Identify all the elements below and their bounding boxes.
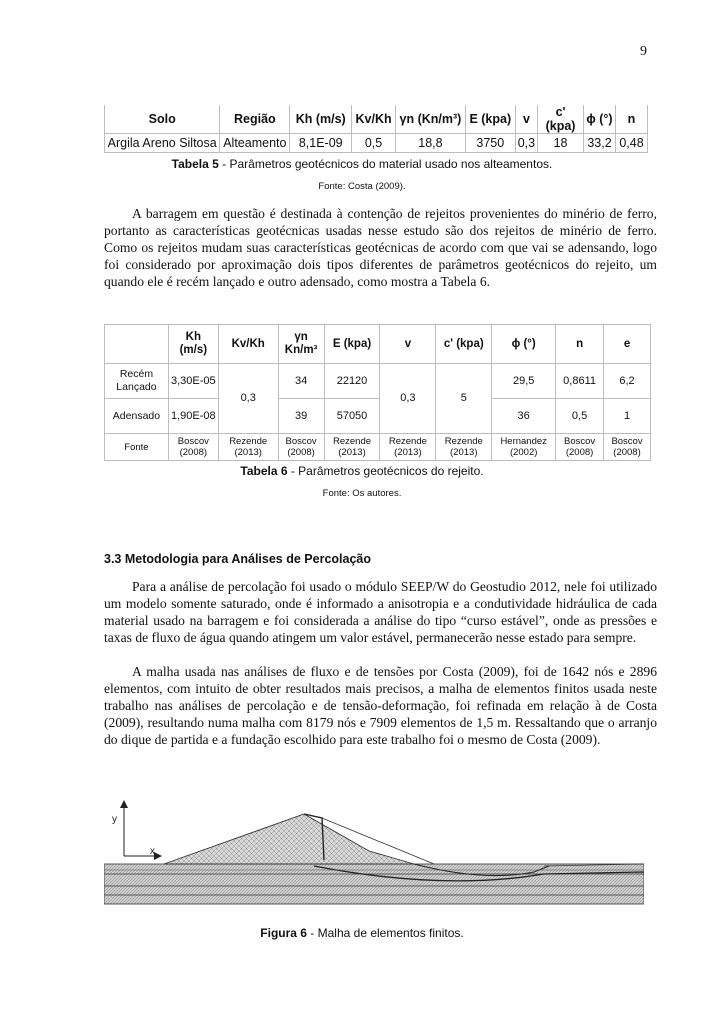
paragraph-1: A barragem em questão é destinada à contenção de rejeitos provenientes do minério de ferro, portanto as características geotécnicas usadas nesse estudo são dos rejeitos de minério de ferro. Como os rejeitos mudam suas características geotécnicas de acordo com que vai se adensando, logo foi considerado por aproximação dois tipos diferentes de parâmetros geotécnicos do rejeito, um quando ele é recém lançado e outro adensado, como mostra a Tabela 6. <box>104 206 657 289</box>
table-6-header-row <box>105 325 651 364</box>
table-cell: 18 <box>538 134 584 153</box>
row-label: Adensado <box>105 399 169 434</box>
table-cell-merged: 0,3 <box>380 364 436 434</box>
row-label: Fonte <box>105 434 169 461</box>
table-header-cell: Kh (m/s) <box>290 105 352 134</box>
table-header-cell: E (kpa) <box>324 325 380 364</box>
table-cell: 0,48 <box>615 134 647 153</box>
table-cell: 0,5 <box>556 399 604 434</box>
table-row-adensado <box>105 399 651 434</box>
table-cell: 6,2 <box>604 364 651 399</box>
table-cell: Argila Areno Siltosa <box>105 134 220 153</box>
table-cell: 33,2 <box>584 134 616 153</box>
page-number: 9 <box>640 44 647 59</box>
table-header-cell: v <box>515 105 537 134</box>
y-axis-label: y <box>112 814 117 825</box>
table-header-cell: n <box>556 325 604 364</box>
table-row-recem <box>105 364 651 399</box>
table-cell: Hernandez (2002) <box>492 434 556 461</box>
paragraph-3: A malha usada nas análises de fluxo e de tensões por Costa (2009), foi de 1642 nós e 2896 elementos, com intuito de obter resultados mais precisos, a malha de elementos finitos usada neste trabalho nas análises de percolação e de tensão-deformação, foi refinada em relação à de Costa (2009), resultando numa malha com 8179 nós e 7909 elementos de 1,5 m. Ressaltando que o arranjo do dique de partida e a fundação escolhido para este trabalho foi o mesmo de Costa (2009). <box>104 664 657 747</box>
table-5 <box>104 105 648 153</box>
table-cell: 1,90E-08 <box>168 399 218 434</box>
table-cell: 1 <box>604 399 651 434</box>
table-header-cell: γn Kn/m³ <box>278 325 324 364</box>
table-cell: Rezende (2013) <box>324 434 380 461</box>
paragraph-2: Para a análise de percolação foi usado o módulo SEEP/W do Geostudio 2012, nele foi utilizado um modelo somente saturado, onde é informado a anisotropia e a condutividade hidráulica de cada material usado na barragem e foi considerada a análise do tipo “curso estável”, onde as pressões e taxas de fluxo de água quando atingem um valor estável, permanecerão nesse estado para sempre. <box>104 579 657 645</box>
table-row <box>105 134 648 153</box>
table-6-caption <box>0 464 724 478</box>
table-cell: 0,3 <box>515 134 537 153</box>
table-cell: 34 <box>278 364 324 399</box>
table-cell: 57050 <box>324 399 380 434</box>
table-5-header-row <box>105 105 648 134</box>
dam-body <box>164 814 434 864</box>
table-cell: 0,5 <box>352 134 396 153</box>
table-cell: 39 <box>278 399 324 434</box>
row-label: Recém Lançado <box>105 364 169 399</box>
table-header-cell: v <box>380 325 436 364</box>
table-header-cell: Kh (m/s) <box>168 325 218 364</box>
table-5-caption <box>0 157 724 171</box>
table-header-cell: Kv/Kh <box>352 105 396 134</box>
table-header-cell <box>105 325 169 364</box>
axes-icon <box>120 800 162 860</box>
figure-6-mesh <box>104 796 644 908</box>
table-cell: 8,1E-09 <box>290 134 352 153</box>
table-header-cell: Região <box>220 105 290 134</box>
caption-label: Tabela 6 <box>240 464 288 478</box>
table-cell-merged: 5 <box>436 364 492 434</box>
table-header-cell: E (kpa) <box>465 105 515 134</box>
table-6-source: Fonte: Os autores. <box>322 488 402 499</box>
table-cell: Rezende (2013) <box>218 434 278 461</box>
table-header-cell: e <box>604 325 651 364</box>
table-cell: 18,8 <box>396 134 466 153</box>
table-cell-merged: 0,3 <box>218 364 278 434</box>
section-heading: 3.3 Metodologia para Análises de Percolação <box>104 552 371 566</box>
table-cell: Rezende (2013) <box>436 434 492 461</box>
table-header-cell: n <box>615 105 647 134</box>
table-cell: Boscov (2008) <box>278 434 324 461</box>
table-header-cell: Kv/Kh <box>218 325 278 364</box>
table-cell: Boscov (2008) <box>604 434 651 461</box>
caption-text: - Parâmetros geotécnicos do rejeito. <box>287 464 484 478</box>
table-header-cell: Solo <box>105 105 220 134</box>
x-axis-label: x <box>150 846 155 857</box>
table-cell: 29,5 <box>492 364 556 399</box>
caption-text: - Malha de elementos finitos. <box>306 926 464 940</box>
table-header-cell: c' (kpa) <box>538 105 584 134</box>
caption-label: Tabela 5 <box>171 157 219 171</box>
table-5-source: Fonte: Costa (2009). <box>318 181 406 192</box>
table-header-cell: γn (Kn/m³) <box>396 105 466 134</box>
table-cell: Boscov (2008) <box>556 434 604 461</box>
table-cell: 3,30E-05 <box>168 364 218 399</box>
table-cell: 36 <box>492 399 556 434</box>
table-header-cell: ϕ (°) <box>584 105 616 134</box>
caption-text: - Parâmetros geotécnicos do material usado nos alteamentos. <box>218 157 553 171</box>
table-cell: Boscov (2008) <box>168 434 218 461</box>
table-cell: 3750 <box>465 134 515 153</box>
table-6 <box>104 324 651 461</box>
table-cell: 22120 <box>324 364 380 399</box>
table-row-fonte <box>105 434 651 461</box>
table-header-cell: c' (kpa) <box>436 325 492 364</box>
table-cell: 0,8611 <box>556 364 604 399</box>
figure-6-caption <box>0 926 724 940</box>
table-header-cell: ϕ (°) <box>492 325 556 364</box>
caption-label: Figura 6 <box>260 926 307 940</box>
table-cell: Alteamento <box>220 134 290 153</box>
table-cell: Rezende (2013) <box>380 434 436 461</box>
